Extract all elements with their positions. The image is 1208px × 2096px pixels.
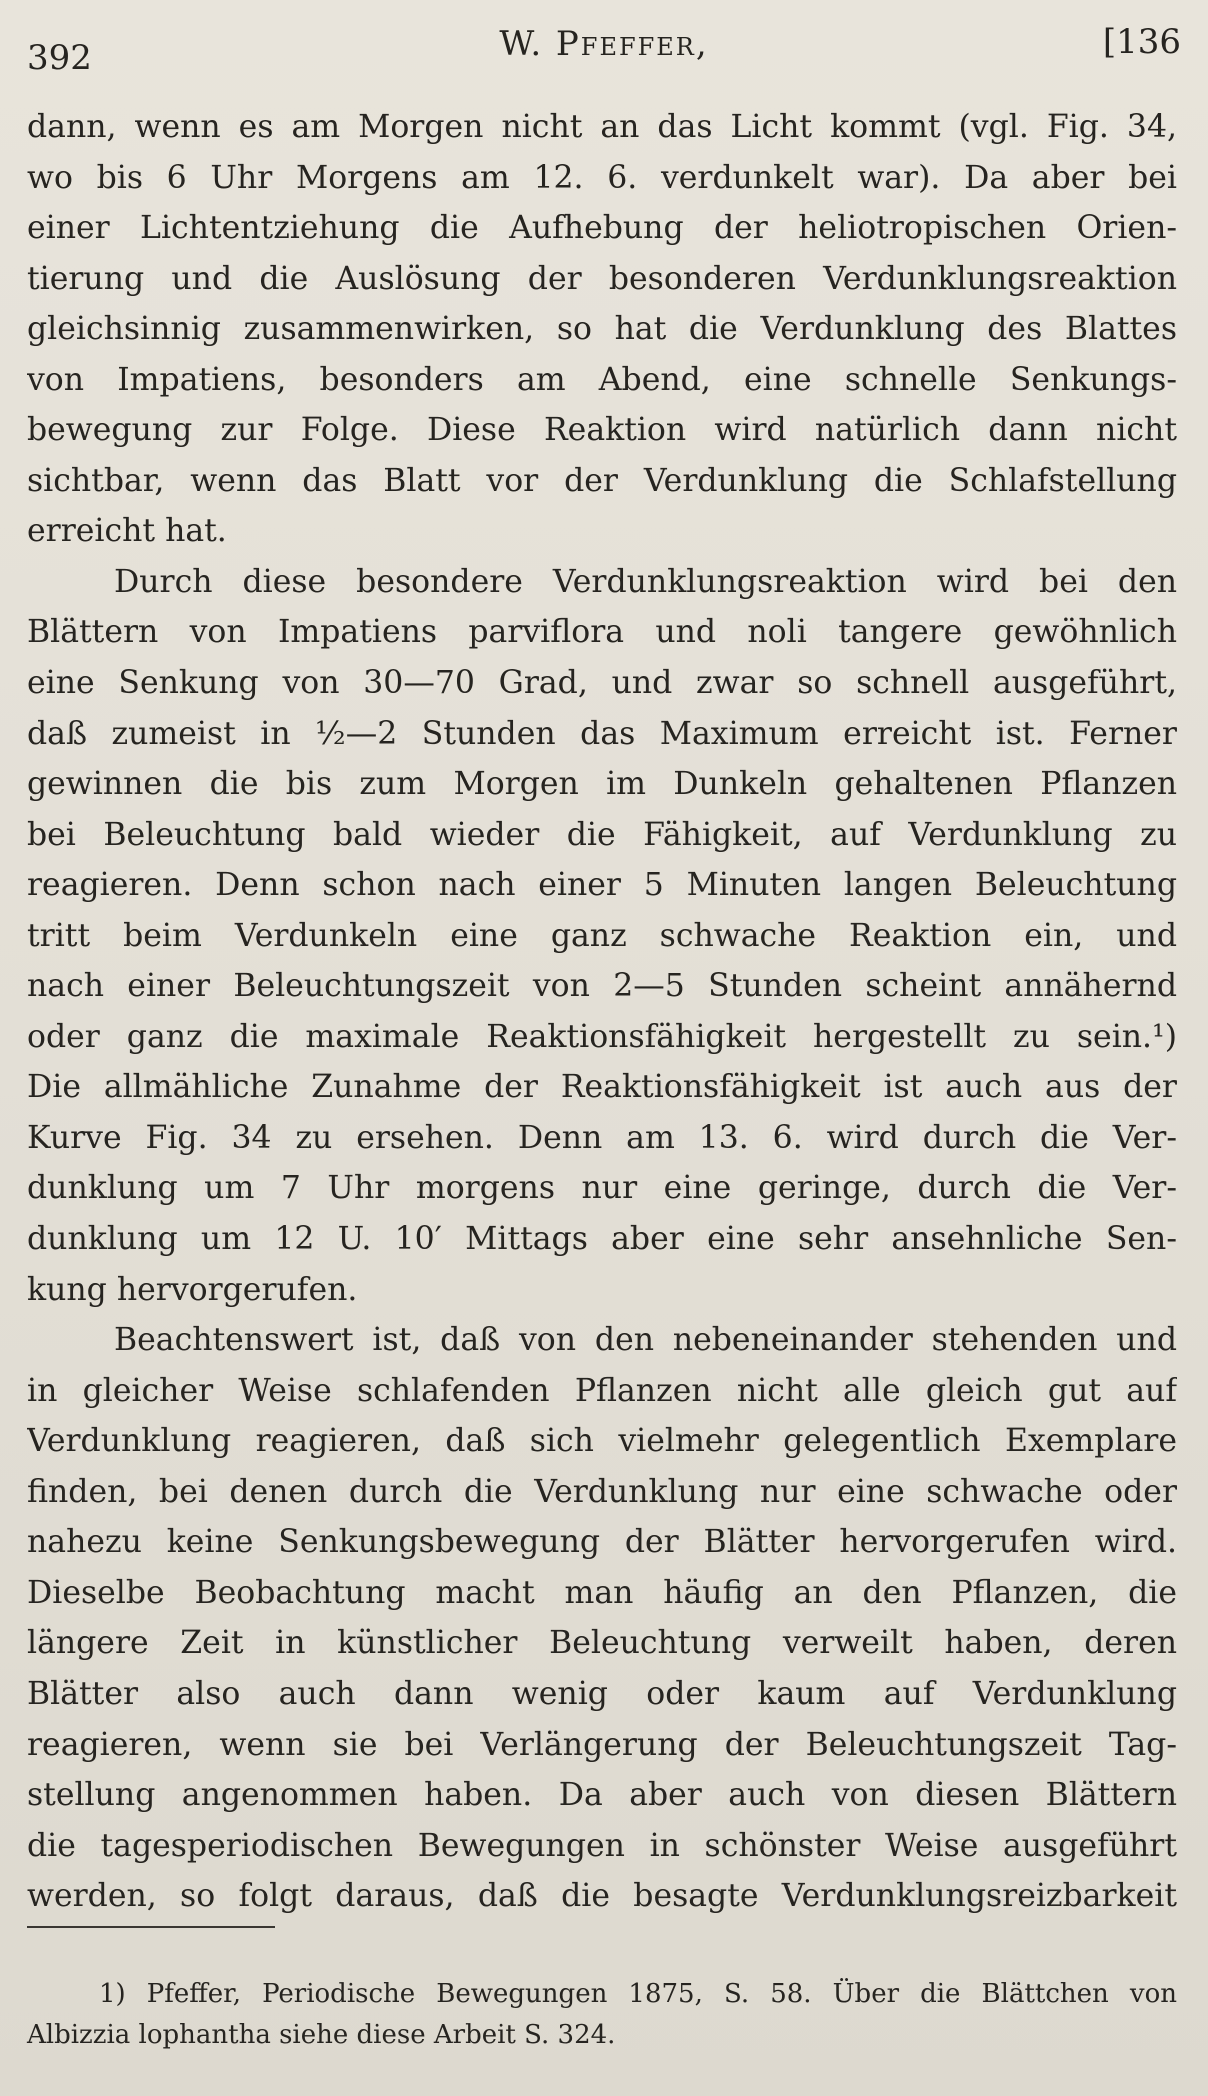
- text-line: nach einer Beleuchtungszeit von 2—5 Stunden scheint annähernd: [27, 968, 1177, 1005]
- text-line: bei Beleuchtung bald wieder die Fähigkeit, auf Verdunklung zu: [27, 816, 1177, 853]
- text-line: Verdunklung reagieren, daß sich vielmehr gelegentlich Exemplare: [27, 1423, 1177, 1460]
- text-line: oder ganz die maximale Reaktionsfähigkeit hergestellt zu sein.¹): [27, 1018, 1177, 1055]
- text-line: tierung und die Auslösung der besonderen Verdunklungsreaktion: [27, 260, 1177, 297]
- text-line: Blätter also auch dann wenig oder kaum auf Verdunklung: [27, 1675, 1177, 1712]
- footnote-line: 1) Pfeffer, Periodische Bewegungen 1875, S. 58. Über die Blättchen von: [99, 1979, 1177, 2009]
- text-line: eine Senkung von 30—70 Grad, und zwar so schnell ausgeführt,: [27, 665, 1177, 702]
- text-line: gewinnen die bis zum Morgen im Dunkeln gehaltenen Pflanzen: [27, 766, 1177, 803]
- text-line: Die allmähliche Zunahme der Reaktionsfähigkeit ist auch aus der: [27, 1069, 1177, 1106]
- text-line: reagieren. Denn schon nach einer 5 Minuten langen Beleuchtung: [27, 867, 1177, 904]
- text-line: längere Zeit in künstlicher Beleuchtung verweilt haben, deren: [27, 1625, 1177, 1662]
- text-line: Beachtenswert ist, daß von den nebeneinander stehenden und: [114, 1322, 1177, 1359]
- text-line: Durch diese besondere Verdunklungsreaktion wird bei den: [114, 563, 1177, 600]
- text-line: die tagesperiodischen Bewegungen in schönster Weise ausgeführt: [27, 1827, 1177, 1864]
- text-line: in gleicher Weise schlafenden Pflanzen nicht alle gleich gut auf: [27, 1372, 1177, 1409]
- text-line: reagieren, wenn sie bei Verlängerung der Beleuchtungszeit Tag-: [27, 1726, 1177, 1763]
- text-line: gleichsinnig zusammenwirken, so hat die Verdunklung des Blattes: [27, 311, 1177, 348]
- text-line: tritt beim Verdunkeln eine ganz schwache Reaktion ein, und: [27, 917, 1177, 954]
- text-line: bewegung zur Folge. Diese Reaktion wird natürlich dann nicht: [27, 412, 1177, 449]
- text-line: Blättern von Impatiens parviflora und noli tangere gewöhnlich: [27, 614, 1177, 651]
- footnote-divider: [27, 1926, 275, 1928]
- running-title: W. Pfeffer,: [499, 24, 709, 64]
- body-text: [27, 102, 1177, 1922]
- text-line: erreicht hat.: [27, 513, 227, 550]
- text-line: kung hervorgerufen.: [27, 1271, 358, 1308]
- text-line: stellung angenommen haben. Da aber auch von diesen Blättern: [27, 1777, 1177, 1814]
- text-line: dunklung um 12 U. 10′ Mittags aber eine sehr ansehnliche Sen-: [27, 1221, 1177, 1258]
- page-header: [27, 22, 1181, 82]
- footnote: [27, 1974, 1177, 2056]
- text-line: werden, so folgt daraus, daß die besagte Verdunklungsreizbarkeit: [27, 1878, 1177, 1915]
- page-number: 392: [27, 38, 92, 78]
- footnote-line: Albizzia lophantha siehe diese Arbeit S. 324.: [27, 2020, 616, 2050]
- text-line: sichtbar, wenn das Blatt vor der Verdunklung die Schlafstellung: [27, 462, 1177, 499]
- text-line: dunklung um 7 Uhr morgens nur eine geringe, durch die Ver-: [27, 1170, 1177, 1207]
- text-line: einer Lichtentziehung die Aufhebung der heliotropischen Orien-: [27, 210, 1177, 247]
- text-line: daß zumeist in ½—2 Stunden das Maximum erreicht ist. Ferner: [27, 715, 1177, 752]
- text-line: dann, wenn es am Morgen nicht an das Licht kommt (vgl. Fig. 34,: [27, 109, 1177, 145]
- text-line: wo bis 6 Uhr Morgens am 12. 6. verdunkelt war). Da aber bei: [27, 159, 1177, 196]
- text-line: nahezu keine Senkungsbewegung der Blätter hervorgerufen wird.: [27, 1524, 1177, 1561]
- text-line: von Impatiens, besonders am Abend, eine schnelle Senkungs-: [27, 361, 1177, 398]
- text-line: Kurve Fig. 34 zu ersehen. Denn am 13. 6. wird durch die Ver-: [27, 1119, 1177, 1156]
- text-line: Dieselbe Beobachtung macht man häufig an den Pflanzen, die: [27, 1574, 1177, 1611]
- text-line: finden, bei denen durch die Verdunklung nur eine schwache oder: [27, 1473, 1177, 1510]
- original-page-number: [136: [1102, 22, 1181, 62]
